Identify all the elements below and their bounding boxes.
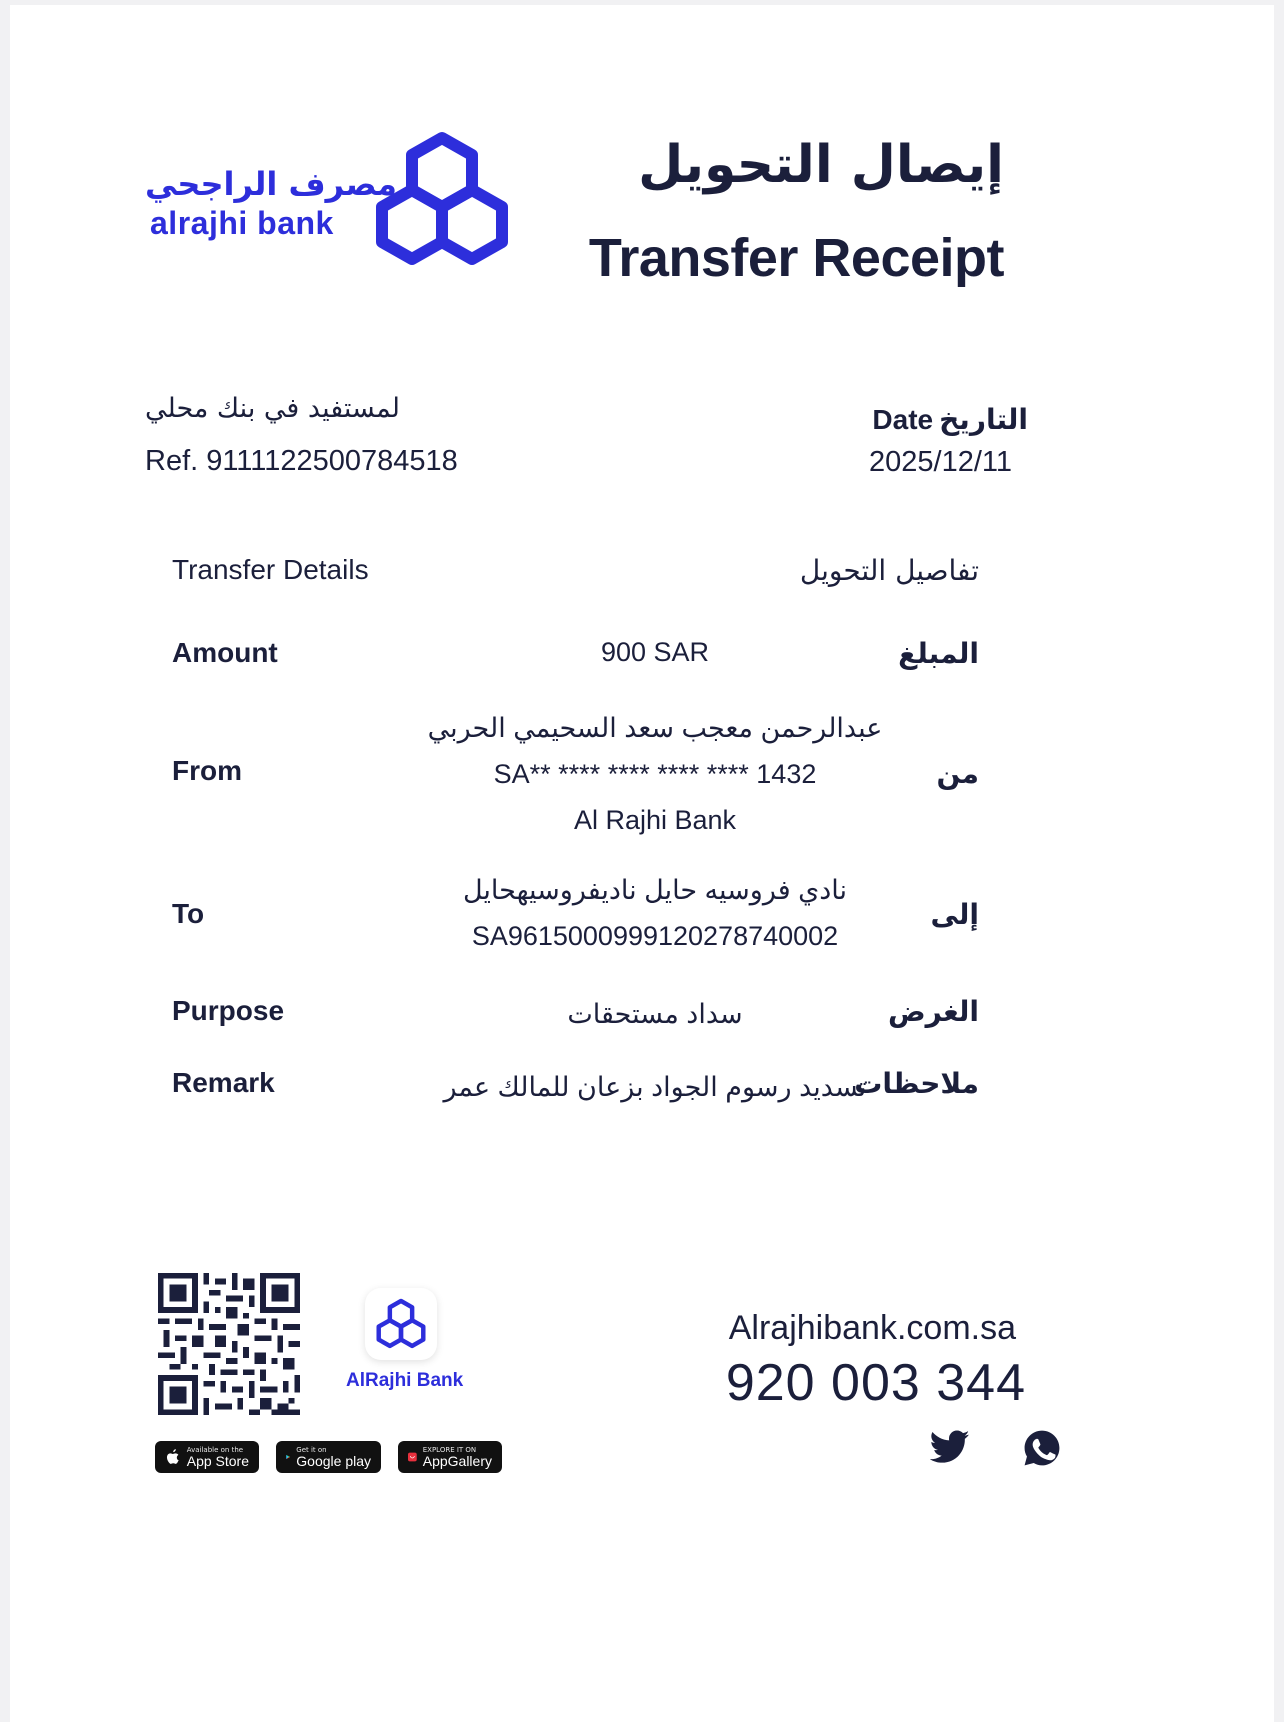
purpose-label-ar: الغرض — [888, 995, 979, 1028]
apple-icon — [165, 1448, 181, 1466]
appgallery-small: EXPLORE IT ON — [422, 1445, 477, 1454]
qr-code-icon — [158, 1273, 300, 1415]
to-label-ar: إلى — [930, 898, 979, 931]
from-bank: Al Rajhi Bank — [573, 805, 737, 835]
to-name: نادي فروسيه حايل ناديفروسيهحايل — [462, 875, 848, 905]
section-title-en: Transfer Details — [172, 554, 369, 585]
appgallery-big: AppGallery — [422, 1452, 492, 1469]
date-label-en: Date — [872, 404, 934, 435]
from-label-en: From — [172, 755, 242, 786]
from-block — [310, 705, 1000, 843]
remark-label-ar: ملاحظات — [854, 1067, 979, 1100]
reference-number — [145, 445, 458, 478]
amount-label-ar: المبلغ — [898, 637, 979, 670]
purpose-label-en: Purpose — [172, 995, 285, 1026]
alrajhi-logo-icon — [372, 130, 512, 270]
twitter-icon[interactable] — [930, 1430, 970, 1464]
appgallery-badge[interactable] — [398, 1441, 502, 1473]
app-store-big: App Store — [186, 1452, 249, 1469]
huawei-icon — [408, 1448, 417, 1466]
website-link[interactable]: Alrajhibank.com.sa — [728, 1309, 1016, 1347]
title-english: Transfer Receipt — [588, 228, 1004, 288]
date-label — [872, 403, 1028, 436]
to-label-en: To — [172, 898, 205, 929]
date-value: 2025/12/11 — [869, 446, 1012, 478]
remark-value: تسديد رسوم الجواد بزعان للمالك عمر — [443, 1072, 867, 1102]
to-block — [310, 867, 1000, 959]
purpose-value: سداد مستحقات — [567, 999, 743, 1029]
logo-text-arabic: مصرف الراجحي — [145, 165, 397, 203]
receipt-sheet — [10, 5, 1274, 1722]
ref-value: 9111122500784518 — [206, 445, 458, 477]
app-name: AlRajhi Bank — [346, 1370, 464, 1391]
section-title-ar: تفاصيل التحويل — [799, 554, 979, 587]
from-name: عبدالرحمن معجب سعد السحيمي الحربي — [427, 713, 883, 743]
alrajhi-app-icon — [375, 1298, 427, 1350]
from-label-ar: من — [936, 757, 979, 790]
from-account: SA** **** **** **** **** 1432 — [493, 759, 817, 789]
google-play-small: Get it on — [296, 1445, 327, 1454]
app-store-small: Available on the — [186, 1445, 244, 1454]
app-store-badge[interactable] — [155, 1441, 259, 1473]
logo-text-english: alrajhi bank — [150, 205, 334, 241]
ref-label: Ref. — [145, 445, 199, 477]
google-play-big: Google play — [296, 1452, 371, 1469]
date-label-ar: التاريخ — [939, 403, 1028, 436]
remark-label-en: Remark — [172, 1067, 275, 1098]
beneficiary-type: لمستفيد في بنك محلي — [145, 393, 400, 424]
app-icon-card[interactable] — [365, 1288, 437, 1360]
whatsapp-icon[interactable] — [1023, 1429, 1061, 1467]
phone-number[interactable]: 920 003 344 — [725, 1354, 1026, 1412]
google-play-icon — [286, 1448, 290, 1466]
amount-label-en: Amount — [172, 637, 278, 668]
to-iban: SA9615000999120278740002 — [471, 921, 839, 951]
title-arabic: إيصال التحويل — [638, 135, 1004, 195]
google-play-badge[interactable] — [276, 1441, 381, 1473]
amount-value: 900 SAR — [600, 637, 710, 667]
